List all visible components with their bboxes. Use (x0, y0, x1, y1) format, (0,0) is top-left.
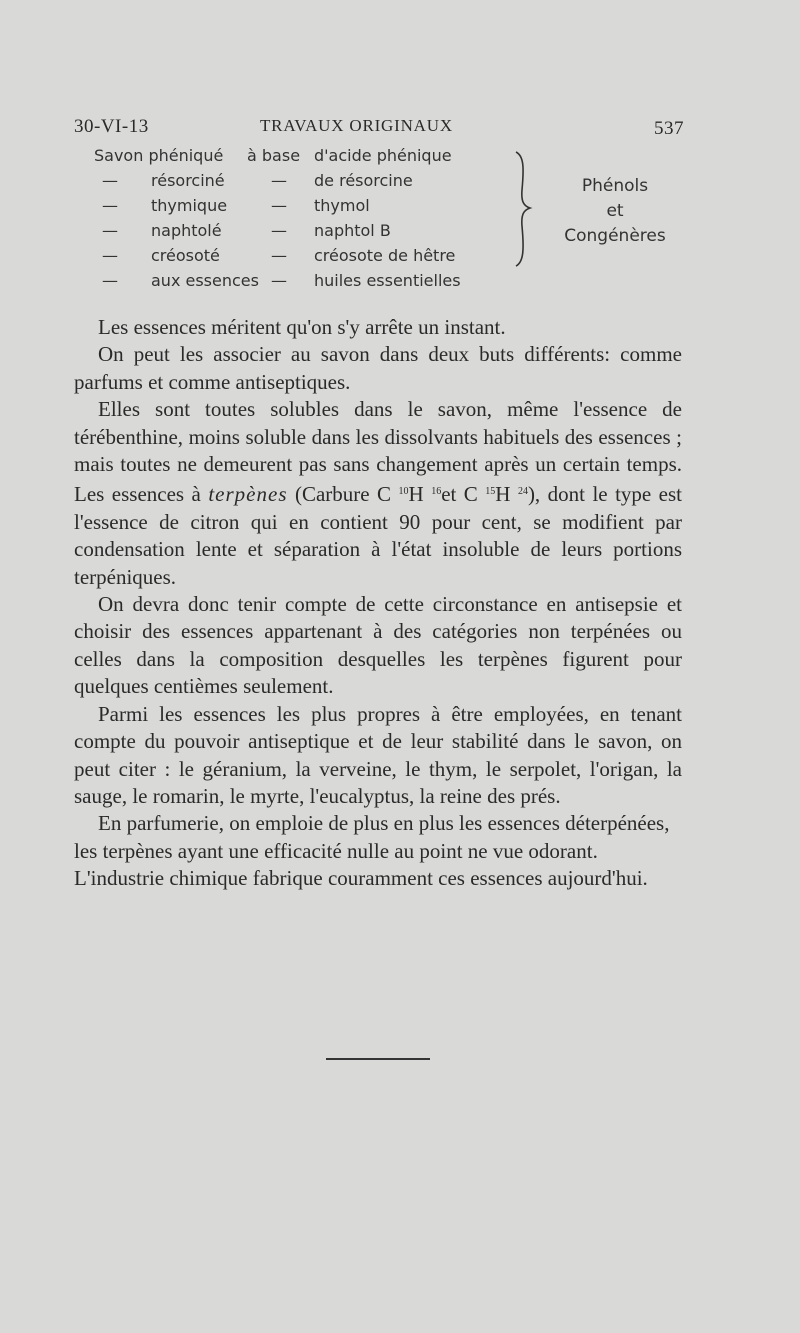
formula-superscript: 16 (431, 486, 442, 498)
formula-text: H (408, 482, 424, 507)
header-title: TRAVAUX ORIGINAUX (260, 116, 453, 135)
brace-label-line: Congénères (564, 226, 666, 246)
paragraph: On peut les associer au savon dans deux buts différents: comme parfums et comme antiseptiques. (74, 342, 682, 394)
soap-name: créosoté (151, 246, 220, 265)
paragraph-text: ), dont le type est l'essence de citron qui en contient 90 pour cent, se modifient par condensation lente et séparation à l'état insoluble de leurs portions terpéniques. (74, 482, 683, 589)
soap-substance: naphtol B (314, 221, 391, 240)
ditto-dash: — (102, 271, 118, 290)
paragraph: On devra donc tenir compte de cette circonstance en antisepsie et choisir des essences appartenant à des catégories non terpénées ou celles dans la composition desquelles les terpènes figurent pour quelques centièmes seulement. (74, 592, 682, 699)
italic-term: terpènes (208, 482, 288, 507)
soap-substance: de résorcine (314, 171, 413, 190)
ditto-dash: — (271, 246, 287, 265)
ditto-dash: — (102, 171, 118, 190)
formula-superscript: 15 (485, 486, 496, 498)
running-header (74, 116, 684, 142)
ditto-dash: — (102, 246, 118, 265)
soap-substance: créosote de hêtre (314, 246, 456, 265)
formula-text: H (495, 482, 511, 507)
soap-name: Savon phéniqué (94, 146, 224, 165)
header-date: 30-VI-13 (74, 116, 149, 137)
soap-name: résorciné (151, 171, 225, 190)
paragraph: En parfumerie, on emploie de plus en plus les essences déterpénées, les terpènes ayant une efficacité nulle au point ne vue odorant. L'industrie chimique fabrique couramment ces essences aujourd'hui. (74, 811, 670, 891)
ditto-dash: — (271, 171, 287, 190)
soap-substance: d'acide phénique (314, 146, 452, 165)
ditto-dash: — (102, 221, 118, 240)
paragraph-text: Elles sont toutes solubles dans le savon, même l'essence de térébenthine, moins soluble dans les dissolvants habituels des essences ; mais toutes ne demeurent pas sans changement après un certain temps. Les essences à (74, 397, 682, 507)
soap-substance: thymol (314, 196, 370, 215)
ditto-dash: — (271, 271, 287, 290)
soap-list (94, 146, 714, 296)
soap-name: aux essences (151, 271, 259, 290)
ditto-dash: — (271, 221, 287, 240)
paragraph: Les essences méritent qu'on s'y arrête un instant. (98, 315, 506, 339)
brace-label-line: et (606, 201, 624, 221)
end-rule (326, 1058, 430, 1060)
formula-text: et C (441, 482, 478, 507)
main-text (74, 314, 682, 893)
brace-label-line: Phénols (581, 176, 649, 196)
soap-name: naphtolé (151, 221, 222, 240)
page-number: 537 (654, 118, 684, 139)
paragraph: Parmi les essences les plus propres à être employées, en tenant compte du pouvoir antiseptique et de leur stabilité dans le savon, on peut citer : le géranium, la verveine, le thym, le serpolet, l'origan, la sauge, le romarin, le myrte, l'eucalyptus, la reine des prés. (74, 701, 682, 808)
formula-text: (Carbure C (294, 482, 392, 507)
ditto-dash: — (271, 196, 287, 215)
formula-superscript: 24 (517, 486, 528, 498)
soap-name: thymique (151, 196, 228, 215)
soap-substance: huiles essentielles (314, 271, 461, 290)
ditto-dash: — (102, 196, 118, 215)
curly-brace (512, 150, 540, 268)
formula-superscript: 10 (398, 486, 409, 498)
soap-base: à base (247, 146, 301, 165)
brace-label (550, 174, 680, 249)
paragraph (74, 396, 682, 591)
